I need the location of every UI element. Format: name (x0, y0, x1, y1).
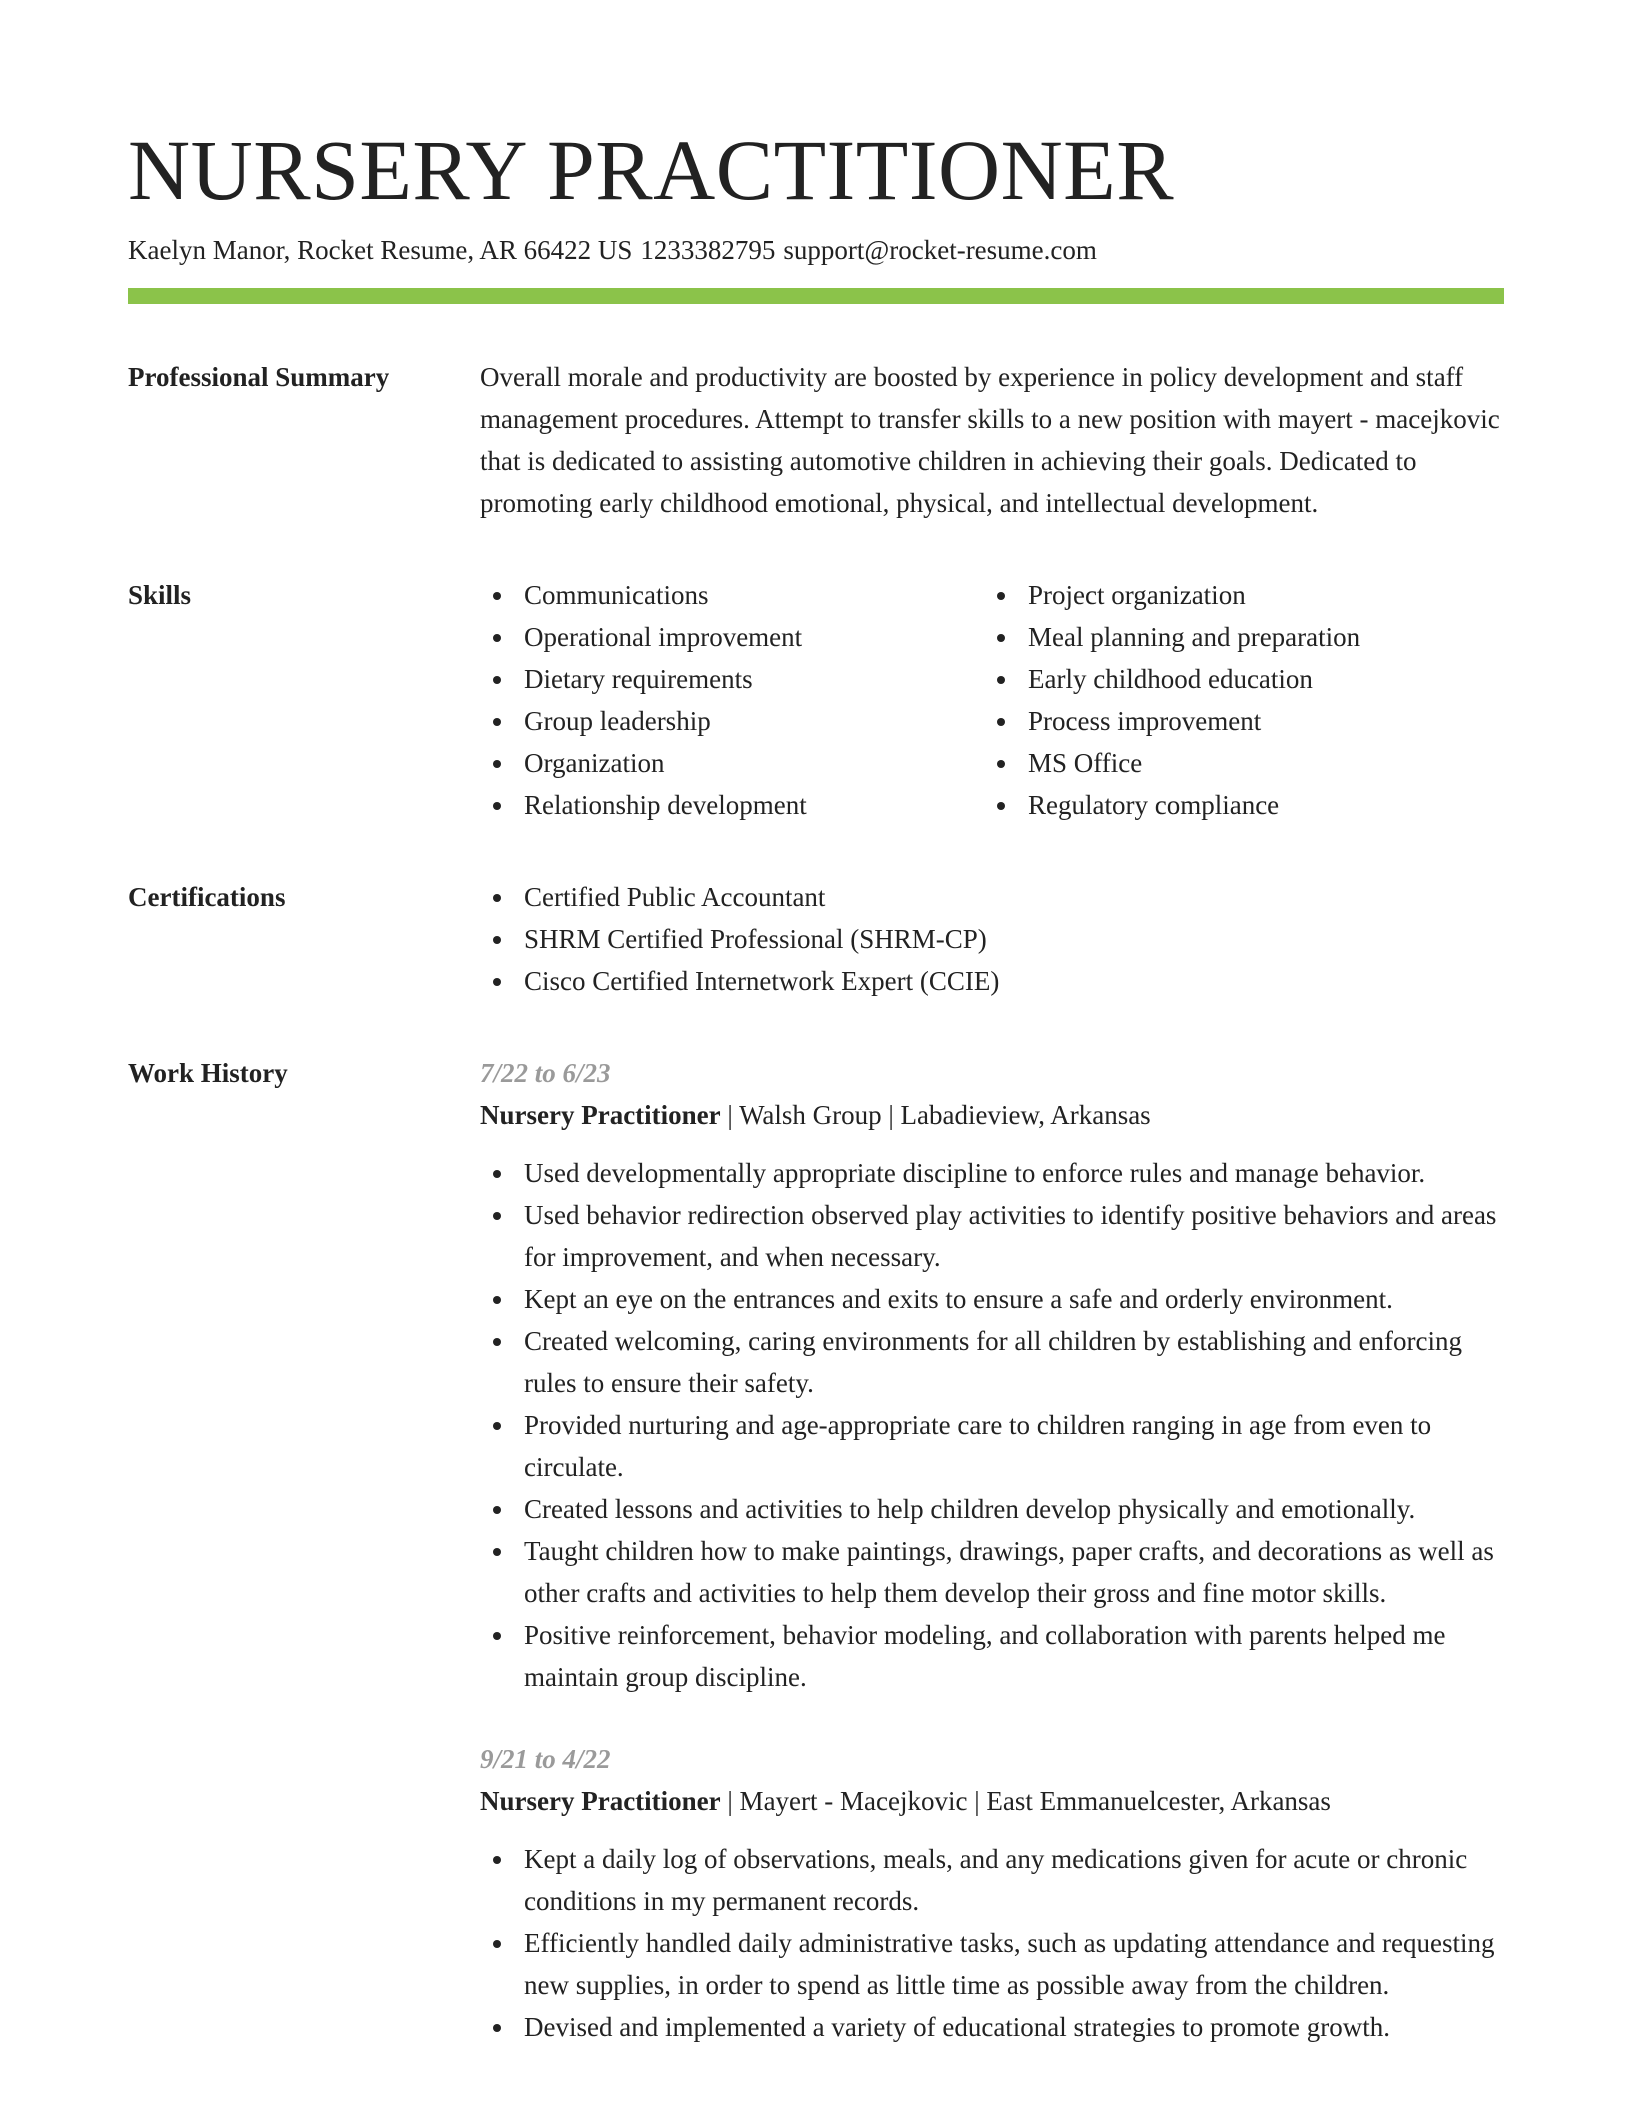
resume-page (128, 120, 1504, 2048)
job-bullets (480, 1838, 1504, 2048)
job-bullet: Taught children how to make paintings, drawings, paper crafts, and decorations as well as other crafts and activities to help them develop their gross and fine motor skills. (480, 1530, 1504, 1614)
job-entry (480, 1738, 1504, 2048)
summary-section (128, 356, 1504, 524)
job-bullet: Devised and implemented a variety of educational strategies to promote growth. (480, 2006, 1504, 2048)
skill-item: Project organization (984, 574, 1488, 616)
skills-section (128, 574, 1504, 826)
skill-item: Early childhood education (984, 658, 1488, 700)
header-divider (128, 288, 1504, 304)
skill-item: MS Office (984, 742, 1488, 784)
certifications-list (480, 876, 1504, 1002)
job-bullet: Kept an eye on the entrances and exits to ensure a safe and orderly environment. (480, 1278, 1504, 1320)
contact-phone: 1233382795 (640, 235, 776, 265)
contact-address: Kaelyn Manor, Rocket Resume, AR 66422 US (128, 235, 633, 265)
skills-list-right (984, 574, 1488, 826)
job-bullet: Used developmentally appropriate discipline to enforce rules and manage behavior. (480, 1152, 1504, 1194)
job-details: | Walsh Group | Labadieview, Arkansas (720, 1100, 1151, 1130)
job-dates: 9/21 to 4/22 (480, 1744, 611, 1774)
certifications-section (128, 876, 1504, 1002)
certification-item: SHRM Certified Professional (SHRM-CP) (480, 918, 1504, 960)
skills-list-left (480, 574, 984, 826)
certification-item: Cisco Certified Internetwork Expert (CCIE) (480, 960, 1504, 1002)
skill-item: Operational improvement (480, 616, 984, 658)
resume-name: NURSERY PRACTITIONER (128, 122, 1175, 218)
job-title: Nursery Practitioner (480, 1786, 721, 1816)
skills-heading: Skills (128, 580, 192, 610)
skill-item: Organization (480, 742, 984, 784)
skills-grid (480, 574, 1504, 826)
job-bullet: Created welcoming, caring environments for all children by establishing and enforcing rules to ensure their safety. (480, 1320, 1504, 1404)
job-title-line (480, 1780, 1504, 1822)
skill-item: Group leadership (480, 700, 984, 742)
job-title-line (480, 1094, 1504, 1136)
skill-item: Dietary requirements (480, 658, 984, 700)
certifications-heading: Certifications (128, 882, 286, 912)
job-bullets (480, 1152, 1504, 1698)
job-title: Nursery Practitioner (480, 1100, 721, 1130)
skill-item: Process improvement (984, 700, 1488, 742)
summary-text: Overall morale and productivity are boosted by experience in policy development and staff management procedures. Attempt to transfer skills to a new position with mayert - macejkovic that is dedicated to assisting automotive children in achieving their goals. Dedicated to promoting early childhood emotional, physical, and intellectual development. (480, 362, 1500, 518)
job-bullet: Used behavior redirection observed play activities to identify positive behaviors and areas for improvement, and when necessary. (480, 1194, 1504, 1278)
skill-item: Communications (480, 574, 984, 616)
contact-line (128, 232, 1504, 268)
job-details: | Mayert - Macejkovic | East Emmanuelcester, Arkansas (720, 1786, 1331, 1816)
job-bullet: Kept a daily log of observations, meals, and any medications given for acute or chronic conditions in my permanent records. (480, 1838, 1504, 1922)
skill-item: Meal planning and preparation (984, 616, 1488, 658)
work-history-heading: Work History (128, 1058, 288, 1088)
job-bullet: Positive reinforcement, behavior modeling, and collaboration with parents helped me maintain group discipline. (480, 1614, 1504, 1698)
job-bullet: Efficiently handled daily administrative tasks, such as updating attendance and requesting new supplies, in order to spend as little time as possible away from the children. (480, 1922, 1504, 2006)
job-entry (480, 1052, 1504, 1698)
certification-item: Certified Public Accountant (480, 876, 1504, 918)
summary-heading: Professional Summary (128, 362, 390, 392)
job-dates: 7/22 to 6/23 (480, 1058, 611, 1088)
contact-email: support@rocket-resume.com (783, 235, 1097, 265)
job-bullet: Created lessons and activities to help children develop physically and emotionally. (480, 1488, 1504, 1530)
job-bullet: Provided nurturing and age-appropriate care to children ranging in age from even to circulate. (480, 1404, 1504, 1488)
skill-item: Relationship development (480, 784, 984, 826)
work-history-section (128, 1052, 1504, 2048)
skill-item: Regulatory compliance (984, 784, 1488, 826)
